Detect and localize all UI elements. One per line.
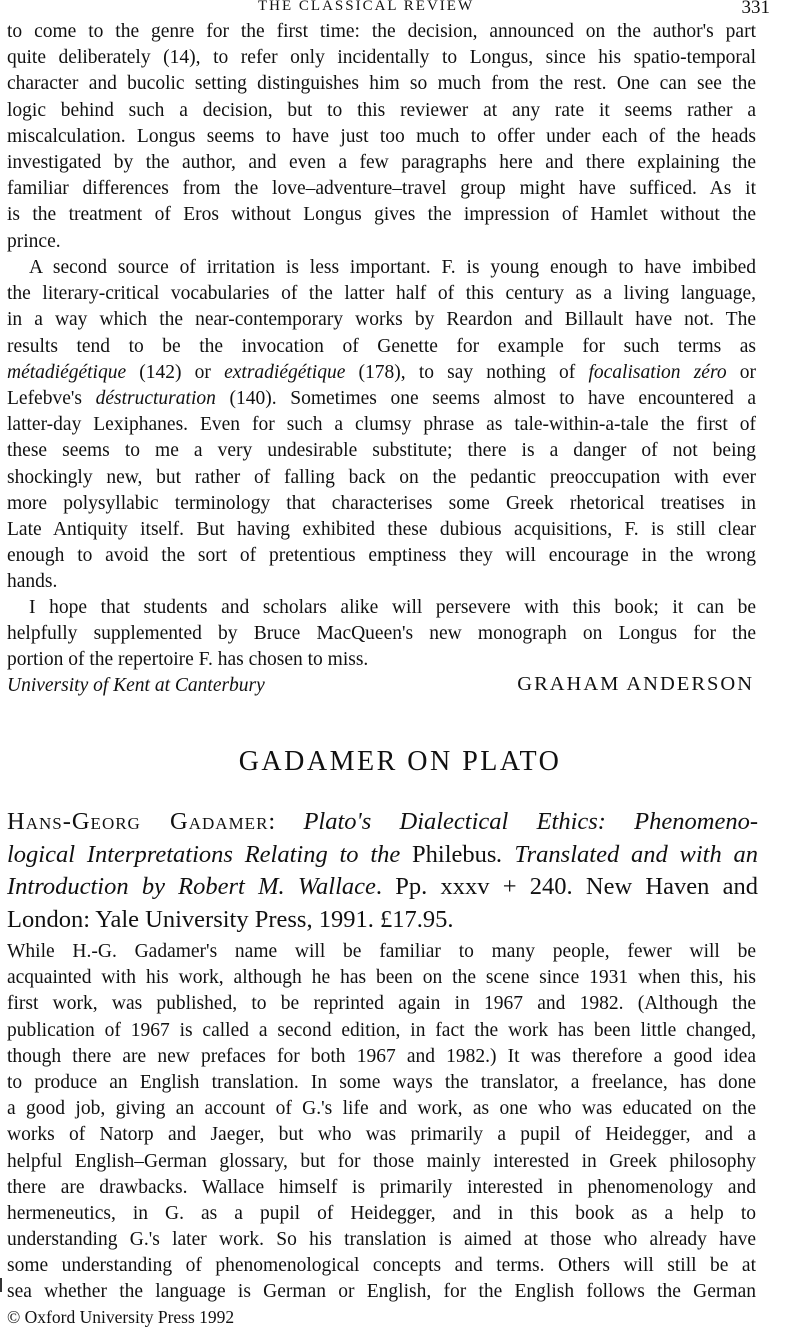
text-fragment: (140). Sometimes one seems almost to have encountered a [215,387,756,409]
term-extradiegetique: extradiégétique [224,361,346,383]
text-line: sea whether the language is German or English, for the English follows the German [7,1281,756,1303]
text-line: helpfully supplemented by Bruce MacQueen's new monograph on Longus for the [7,623,756,645]
text-line: publication of 1967 is called a second edition, in fact the work has been little changed, [7,1019,756,1041]
term-focalisation-zero: focalisation zéro [588,361,727,383]
review-paragraph-3 [7,595,756,674]
text-line: quite deliberately (14), to refer only incidentally to Longus, since his spatio-temporal [7,47,756,69]
text-line: though there are new prefaces for both 1967 and 1982.) It was therefore a good idea [7,1045,756,1067]
text-line: While H.-G. Gadamer's name will be familiar to many people, fewer will be [7,941,756,962]
text-line: logic behind such a decision, but to this reviewer at any rate it seems rather a [7,99,756,121]
text-line: prince. [7,230,61,252]
term-destructuration: déstructuration [95,387,216,409]
bib-line [7,806,758,839]
text-line: helpful English–German glossary, but for those mainly interested in Greek philosophy [7,1150,756,1172]
text-line: understanding G.'s later work. So his translation is aimed at those who already have [7,1229,756,1251]
text-line: in a way which the near-contemporary works by Reardon and Billault have not. The [7,309,756,331]
text-line: shockingly new, but rather of falling back on the pedantic preoccupation with ever [7,466,756,488]
text-line: Late Antiquity itself. But having exhibited these dubious acquisitions, F. is still clear [7,518,756,540]
text-line: familiar differences from the love–adventure–travel group might have sufficed. As it [7,178,756,200]
philebus-title: Philebus [412,840,497,868]
text-fragment: Lefebve's [7,387,96,409]
text-line: a good job, giving an account of G.'s life and work, as one who was educated on the [7,1098,756,1120]
text-line: enough to avoid the sort of pretentious emptiness they will encourage in the wrong [7,545,756,567]
text-line: acquainted with his work, although he has been on the scene since 1931 when this, his [7,967,756,989]
reviewer-affiliation: University of Kent at Canterbury [7,675,265,696]
book-author: Hans-Georg Gadamer [7,808,269,835]
text-line: first work, was published, to be reprinted again in 1967 and 1982. (Although the [7,993,756,1015]
text-line: latter-day Lexiphanes. Even for such a clumsy phrase as tale-within-a-tale the first of [7,414,756,436]
text-line: A second source of irritation is less important. F. is young enough to have imbibed [29,257,756,278]
journal-title: THE CLASSICAL REVIEW [258,0,475,14]
review-body [7,939,756,1306]
page-number: 331 [741,0,770,18]
text-line: I hope that students and scholars alike will persevere with this book; it can be [29,597,756,618]
review-paragraph-1 [7,19,756,255]
text-line: hermeneutics, in G. as a pupil of Heidegger, and in this book as a help to [7,1202,756,1224]
text-line [7,360,756,386]
text-line: there are drawbacks. Wallace himself is primarily interested in phenomenology and [7,1176,756,1198]
text-line: these seems to me a very undesirable substitute; there is a danger of not being [7,440,756,462]
text-line: is the treatment of Eros without Longus gives the impression of Hamlet without the [7,204,756,226]
copyright-footer: © Oxford University Press 1992 [7,1307,235,1327]
book-publisher: London: Yale University Press, 1991. £17.95. [7,905,454,933]
reviewer-name: GRAHAM ANDERSON [517,673,754,695]
section-heading: GADAMER ON PLATO [238,746,562,777]
text-fragment: : [268,808,304,835]
term-metadiegetique: métadiégétique [7,361,127,383]
text-line: character and bucolic setting distinguishes him so much from the rest. One can see the [7,73,756,95]
bib-line [7,839,758,872]
review-signature [7,675,756,703]
text-line: results tend to be the invocation of Genette for example for such terms as [7,335,756,357]
text-line: to produce an English translation. In some ways the translator, a freelance, has done [7,1071,756,1093]
book-title: Plato's Dialectical Ethics: Phenomeno- [303,808,758,835]
bib-line [7,871,758,904]
text-line: more polysyllabic terminology that characterises some Greek rhetorical treatises in [7,492,756,514]
text-fragment: (178), to say nothing of [345,361,589,383]
book-translator: Introduction by Robert M. Wallace [7,873,376,900]
text-fragment: (142) or [126,361,225,383]
text-line: hands. [7,571,58,593]
text-fragment: or [726,361,756,383]
text-line: works of Natorp and Jaeger, but who was primarily a pupil of Heidegger, and a [7,1124,756,1146]
bibliographic-entry [7,806,758,936]
margin-mark [0,1278,2,1292]
review-paragraph-2 [7,255,756,595]
text-line: miscalculation. Longus seems to have just too much to offer under each of the heads [7,125,756,147]
text-line: the literary-critical vocabularies of the latter half of this century as a living language, [7,283,756,305]
book-pages: . Pp. xxxv + 240. New Haven and [375,873,758,900]
text-line: portion of the repertoire F. has chosen to miss. [7,649,369,671]
book-title-cont: . Translated and with an [496,840,758,868]
text-line: some understanding of phenomenological concepts and terms. Others will still be at [7,1255,756,1277]
text-line: investigated by the author, and even a few paragraphs here and there explaining the [7,151,756,173]
text-line: to come to the genre for the first time: the decision, announced on the author's part [7,21,756,42]
text-line [7,386,756,412]
book-title-cont: logical Interpretations Relating to the [7,840,413,868]
